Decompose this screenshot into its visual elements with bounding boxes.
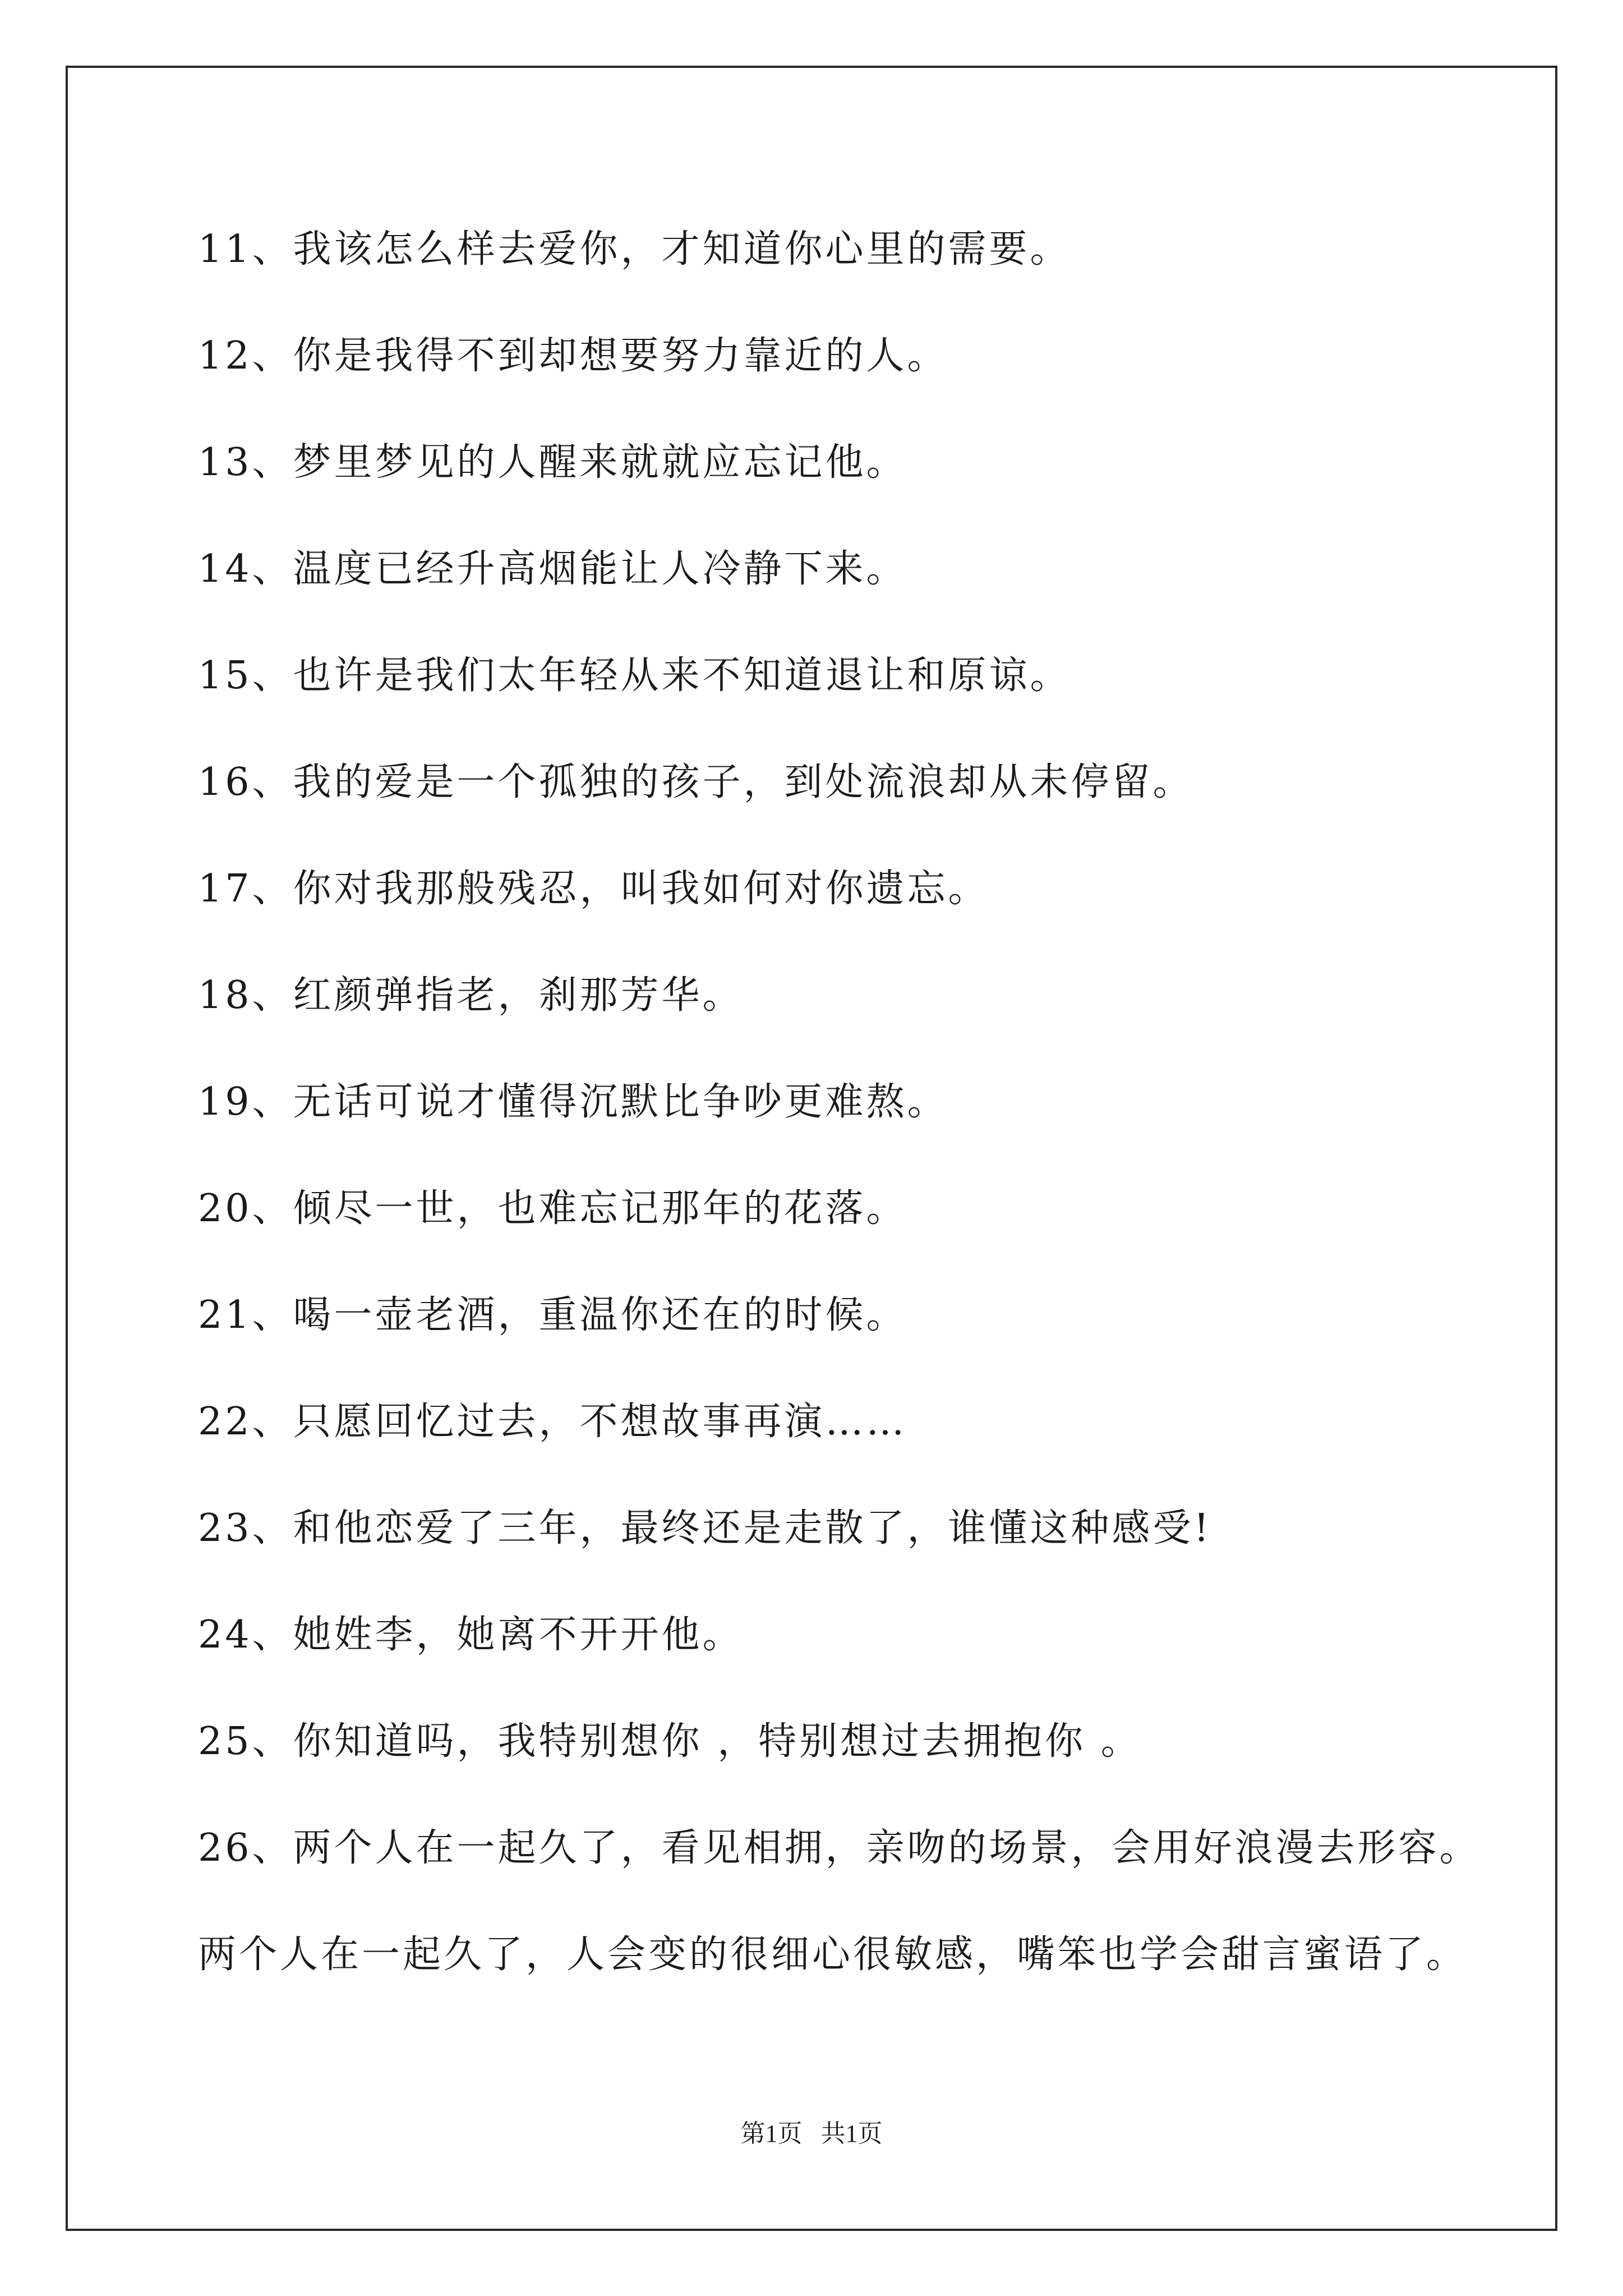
text-line: 17、你对我那般残忍，叫我如何对你遗忘。 [198,867,989,911]
text-line: 18、红颜弹指老，刹那芳华。 [198,973,744,1018]
text-line: 19、无话可说才懂得沉默比争吵更难熬。 [198,1080,948,1124]
text-line: 25、你知道吗，我特别想你 ，特别想过去拥抱你 。 [198,1719,1142,1764]
text-line: 两个人在一起久了，人会变的很细心很敏感，嘴笨也学会甜言蜜语了。 [198,1932,1468,1977]
page-footer [0,2117,1623,2151]
text-line: 20、倾尽一世，也难忘记那年的花落。 [198,1186,907,1231]
text-line: 15、也许是我们太年轻从来不知道退让和原谅。 [198,654,1071,698]
page-border [66,66,1557,2231]
text-line: 26、两个人在一起久了，看见相拥，亲吻的场景，会用好浪漫去形容。 [198,1826,1481,1870]
text-line: 16、我的爱是一个孤独的孩子，到处流浪却从未停留。 [198,760,1194,804]
text-line: 13、梦里梦见的人醒来就就应忘记他。 [198,440,907,485]
text-line: 24、她姓李，她离不开开他。 [198,1613,744,1657]
text-line: 12、你是我得不到却想要努力靠近的人。 [198,334,948,378]
page-number: 第1页 [740,2120,803,2147]
text-line: 23、和他恋爱了三年，最终还是走散了，谁懂这种感受! [198,1506,1212,1550]
page-total: 共1页 [820,2120,883,2147]
text-line: 22、只愿回忆过去，不想故事再演…… [198,1400,907,1444]
text-line: 11、我该怎么样去爱你，才知道你心里的需要。 [198,227,1071,272]
text-line: 14、温度已经升高烟能让人冷静下来。 [198,547,907,591]
text-line: 21、喝一壶老酒，重温你还在的时候。 [198,1293,907,1337]
